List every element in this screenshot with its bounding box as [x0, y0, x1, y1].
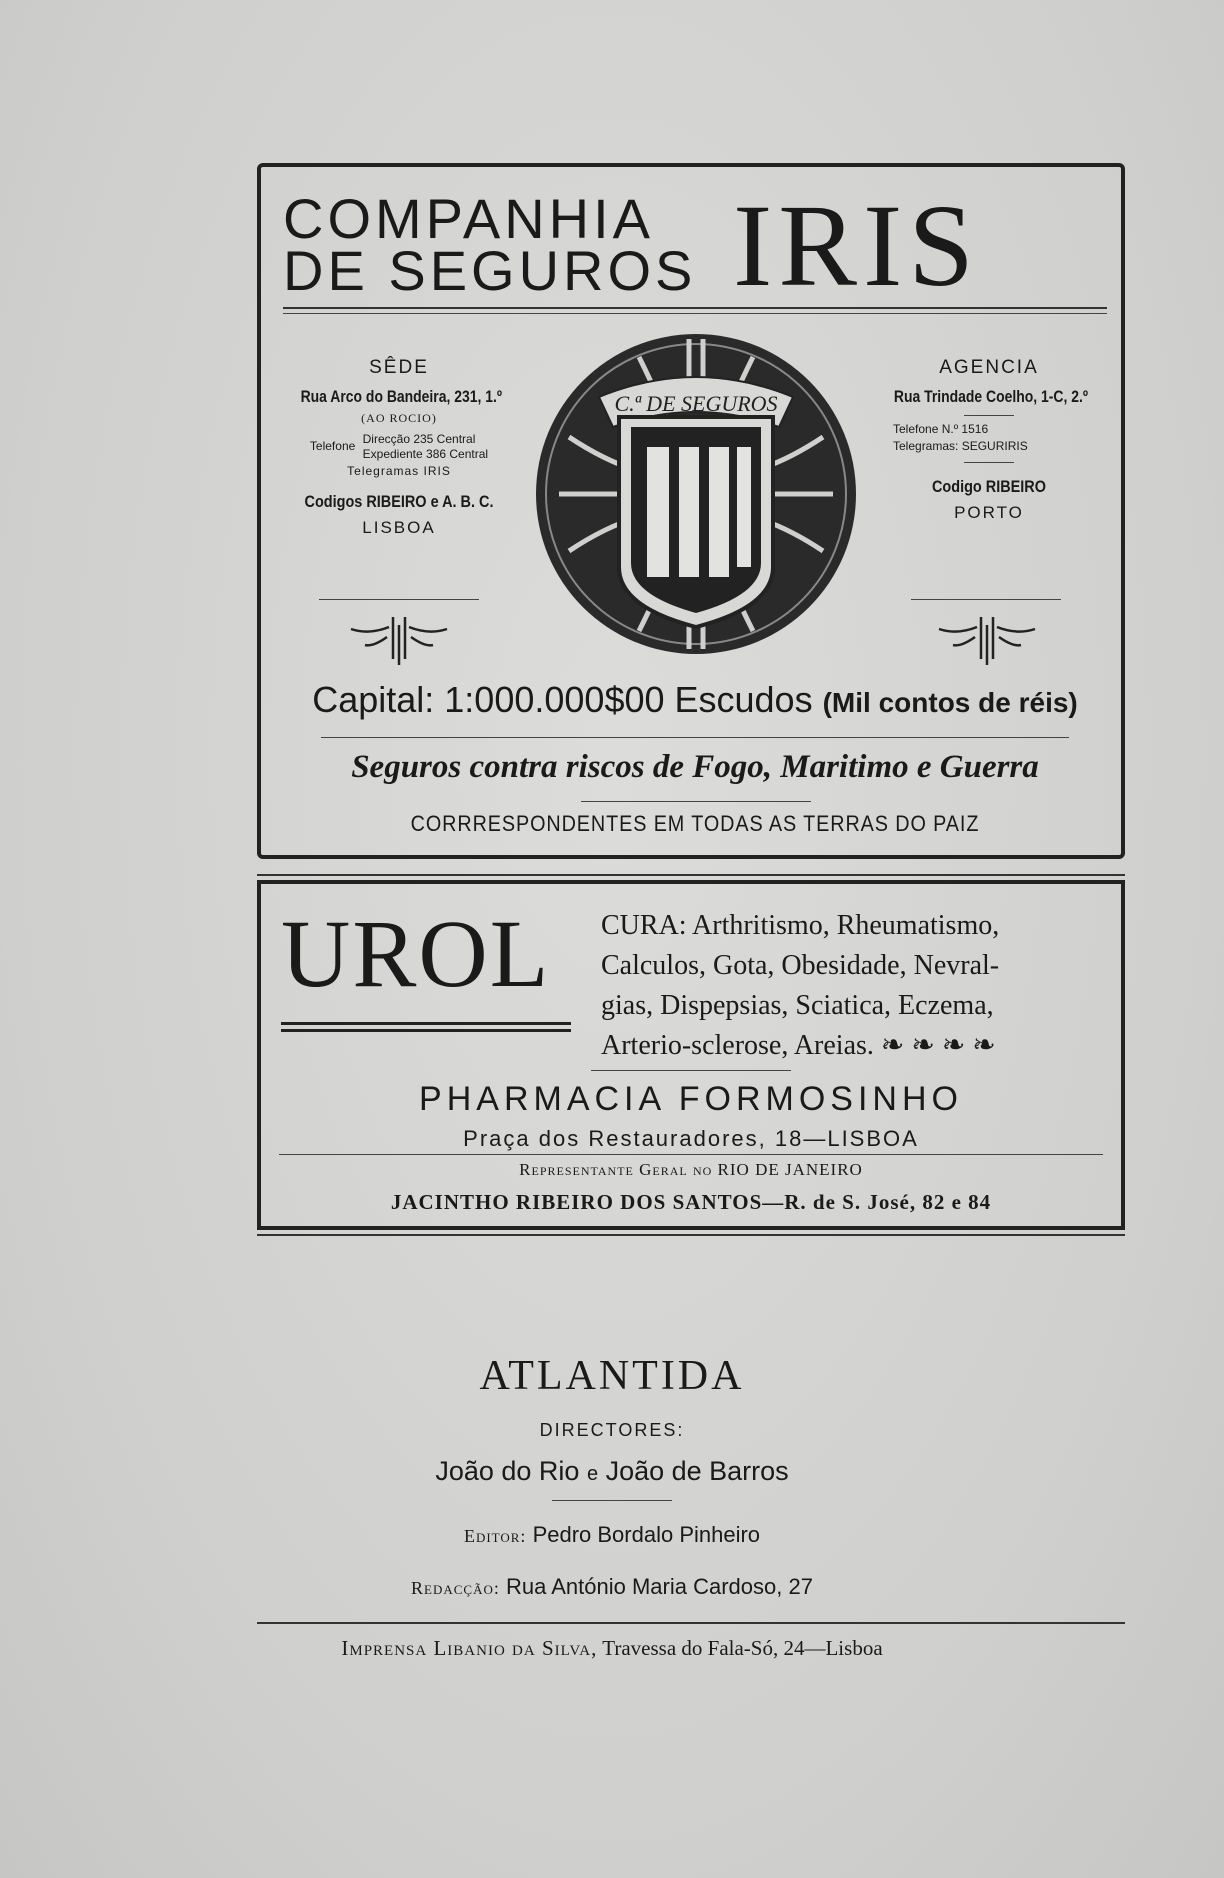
- sede-telefone: [279, 432, 519, 462]
- iris-header-rule-thin: [283, 313, 1107, 314]
- sede-ornament-icon: [339, 607, 459, 667]
- directors-rule: [552, 1500, 672, 1501]
- iris-header-rule: [283, 307, 1107, 309]
- urol-representative-label: Representante Geral no RIO DE JANEIRO: [519, 1160, 863, 1179]
- agencia-column: [873, 357, 1105, 523]
- sede-codigos: Codigos RIBEIRO e A. B. C.: [304, 492, 494, 511]
- atlantida-directores-label: DIRECTORES:: [539, 1420, 685, 1440]
- sede-telefone-line1: Direcção 235 Central: [362, 432, 476, 446]
- urol-representative: JACINTHO RIBEIRO DOS SANTOS—R. de S. José, 82 e 84: [390, 1190, 992, 1214]
- sede-city: LISBOA: [362, 518, 436, 537]
- urol-cura: [601, 906, 1113, 1066]
- sede-label: SÊDE: [369, 357, 429, 378]
- atlantida-title: ATLANTIDA: [479, 1353, 745, 1399]
- redaccao-label: Redacção:: [411, 1578, 500, 1598]
- emblem-ribbon-text: C.ª DE SEGUROS: [614, 391, 778, 416]
- agencia-rule-2: [964, 462, 1014, 463]
- sede-column: [279, 357, 519, 538]
- iris-advertisement: [257, 163, 1125, 859]
- director-2: João de Barros: [605, 1456, 789, 1486]
- agencia-telefone: Telefone N.º 1516: [893, 422, 989, 436]
- director-1: João do Rio: [435, 1456, 580, 1486]
- urol-address: Praça dos Restauradores, 18—LISBOA: [463, 1126, 919, 1151]
- iris-brand: IRIS: [733, 180, 980, 311]
- agencia-address: Rua Trindade Coelho, 1-C, 2.º: [893, 387, 1088, 406]
- atlantida-editor: [0, 1522, 1224, 1548]
- cura-line: gias, Dispepsias, Sciatica, Eczema,: [601, 990, 994, 1021]
- sede-telefone-label: Telefone: [309, 439, 356, 454]
- sede-rule: [319, 599, 479, 600]
- capital-bold: (Mil contos de réis): [822, 687, 1078, 718]
- atlantida-imprensa: [0, 1636, 1224, 1661]
- iris-header: [283, 180, 1107, 311]
- atlantida-redaccao: [0, 1574, 1224, 1600]
- imprensa-label: Imprensa Libanio da Silva,: [341, 1636, 598, 1660]
- iris-heading-line1: COMPANHIA: [283, 187, 654, 250]
- atlantida-directors: [0, 1456, 1224, 1487]
- director-conj: e: [586, 1463, 599, 1485]
- agencia-codigo: Codigo RIBEIRO: [931, 477, 1046, 496]
- agencia-ornament-icon: [927, 607, 1047, 667]
- cura-rule: [591, 1070, 791, 1071]
- capital-rule: [321, 737, 1069, 738]
- cura-line: Arterio-sclerose, Areias. ❧ ❧ ❧ ❧: [601, 1030, 996, 1061]
- iris-correspondentes: CORRRESPONDENTES EM TODAS AS TERRAS DO PAIZ: [410, 811, 980, 836]
- sede-note: (AO ROCIO): [361, 411, 437, 425]
- iris-capital: [261, 679, 1129, 721]
- urol-advertisement: [257, 880, 1125, 1230]
- sede-address: Rua Arco do Bandeira, 231, 1.º: [300, 387, 502, 406]
- agencia-rule-1: [964, 415, 1014, 416]
- agencia-rule: [911, 599, 1061, 600]
- editor-label: Editor:: [463, 1526, 527, 1546]
- editor-name: Pedro Bordalo Pinheiro: [532, 1522, 761, 1547]
- urol-underline: [281, 1022, 571, 1036]
- urol-pharmacy: PHARMACIA FORMOSINHO: [419, 1080, 963, 1118]
- cura-line: CURA: Arthritismo, Rheumatismo,: [601, 910, 1000, 941]
- agencia-city: PORTO: [954, 503, 1024, 522]
- urol-title: UROL: [281, 900, 551, 1007]
- cura-line: Calculos, Gota, Obesidade, Nevral-: [601, 950, 1000, 981]
- sede-telefone-line2: Expediente 386 Central: [362, 447, 489, 461]
- iris-heading-line2: DE SEGUROS: [283, 239, 697, 302]
- redaccao-address: Rua António Maria Cardoso, 27: [506, 1574, 813, 1599]
- imprensa-address: Travessa do Fala-Só, 24—Lisboa: [602, 1636, 883, 1660]
- agencia-telegramas: Telegramas: SEGURIRIS: [893, 439, 1028, 453]
- iris-seguros: Seguros contra riscos de Fogo, Maritimo e Guerra: [351, 749, 1039, 785]
- capital-text: Capital: 1:000.000$00 Escudos: [312, 679, 813, 720]
- iris-emblem-icon: [529, 327, 863, 661]
- sede-telegramas: Telegramas IRIS: [347, 464, 451, 478]
- imprint-rule: [257, 1622, 1125, 1624]
- agencia-label: AGENCIA: [939, 357, 1039, 378]
- seguros-rule: [581, 801, 811, 802]
- urol-rule: [279, 1154, 1103, 1155]
